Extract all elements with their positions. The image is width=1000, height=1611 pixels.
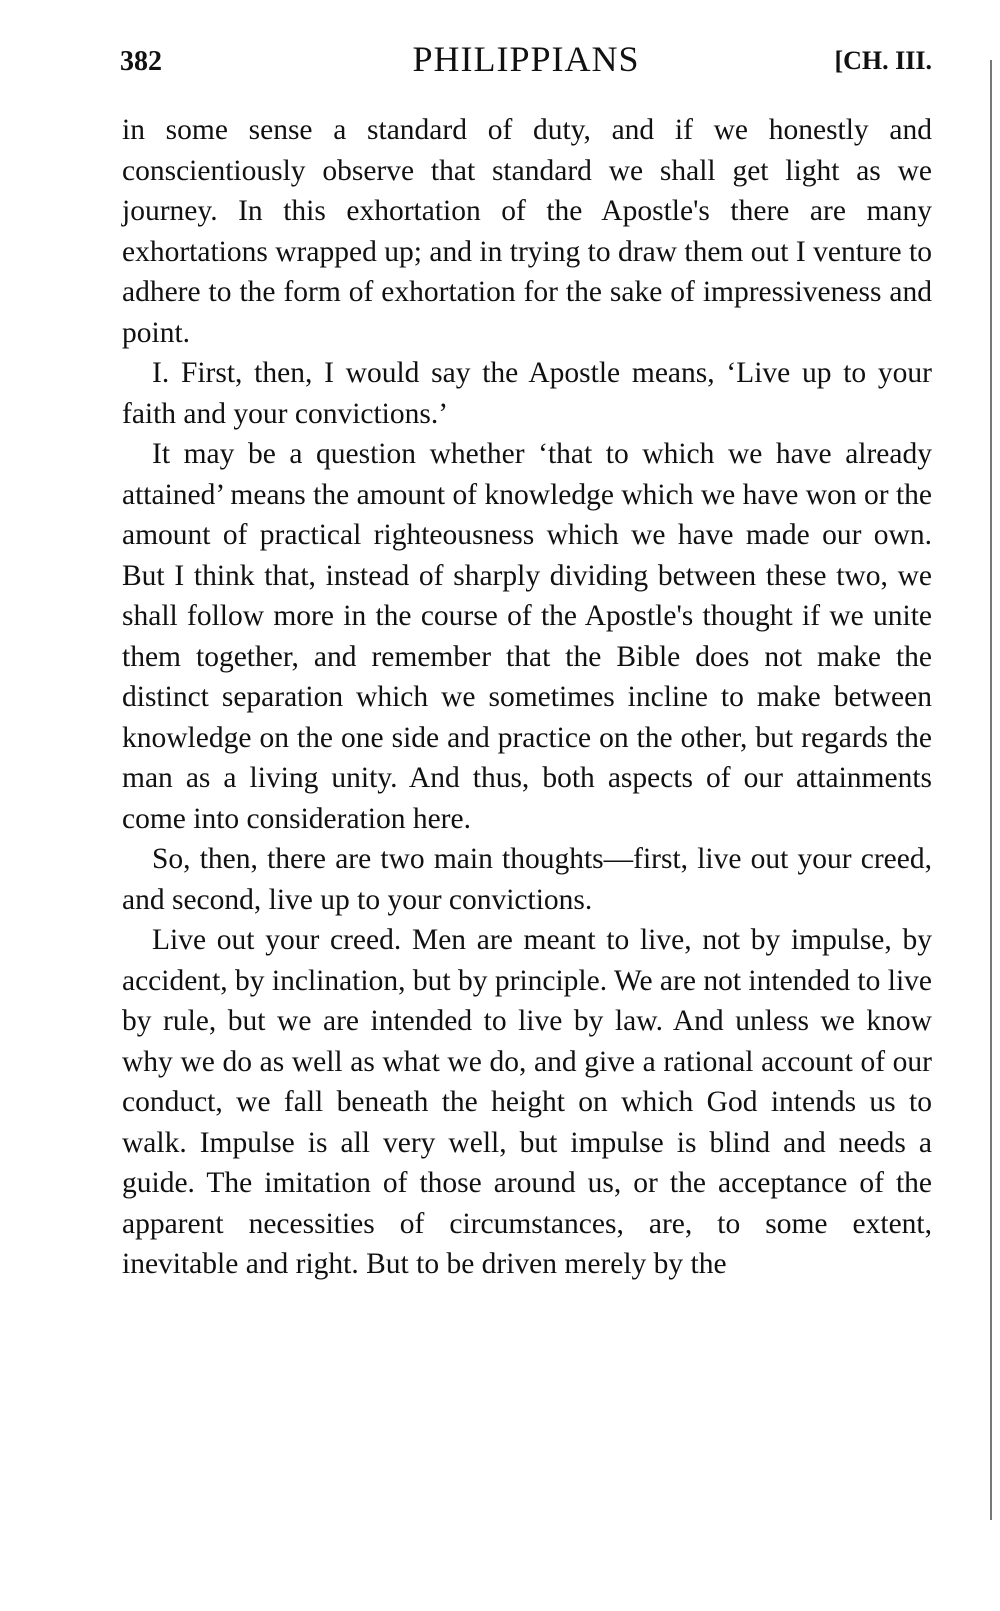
chapter-reference: [CH. III.: [834, 46, 932, 75]
paragraph-continuation: in some sense a standard of duty, and if we honestly and conscientiously observe that standard we shall get light as we journey. In this exhortation of the Apostle's there are many exhortations wrapped up; and in trying to draw them out I venture to adhere to the form of exhortation for the sake of impressiveness and point.: [122, 114, 932, 349]
body-text: [122, 110, 932, 1285]
paragraph: So, then, there are two main thoughts—first, live out your creed, and second, live up to your convictions.: [122, 843, 932, 916]
paragraph: It may be a question whether ‘that to which we have already attained’ means the amount of knowledge which we have won or the amount of practical righteousness which we have made our own. But I think that, instead of sharply dividing between these two, we shall follow more in the course of the Apostle's thought if we unite them together, and remember that the Bible does not make the distinct separation which we sometimes incline to make between knowledge on the one side and practice on the other, but regards the man as a living unity. And thus, both aspects of our attainments come into consideration here.: [122, 438, 932, 835]
scan-edge-line: [990, 60, 992, 1520]
paragraph: I. First, then, I would say the Apostle means, ‘Live up to your faith and your convictions.’: [122, 357, 932, 430]
page-header: [120, 38, 932, 88]
paragraph: Live out your creed. Men are meant to live, not by impulse, by accident, by inclination, but by principle. We are not intended to live by rule, but we are intended to live by law. And unless we know why we do as well as what we do, and give a rational account of our conduct, we fall beneath the height on which God intends us to walk. Impulse is all very well, but impulse is blind and needs a guide. The imitation of those around us, or the acceptance of the apparent necessities of circumstances, are, to some extent, inevitable and right. But to be driven merely by the: [122, 924, 932, 1280]
page-number: 382: [120, 46, 162, 77]
running-title: PHILIPPIANS: [412, 39, 640, 79]
